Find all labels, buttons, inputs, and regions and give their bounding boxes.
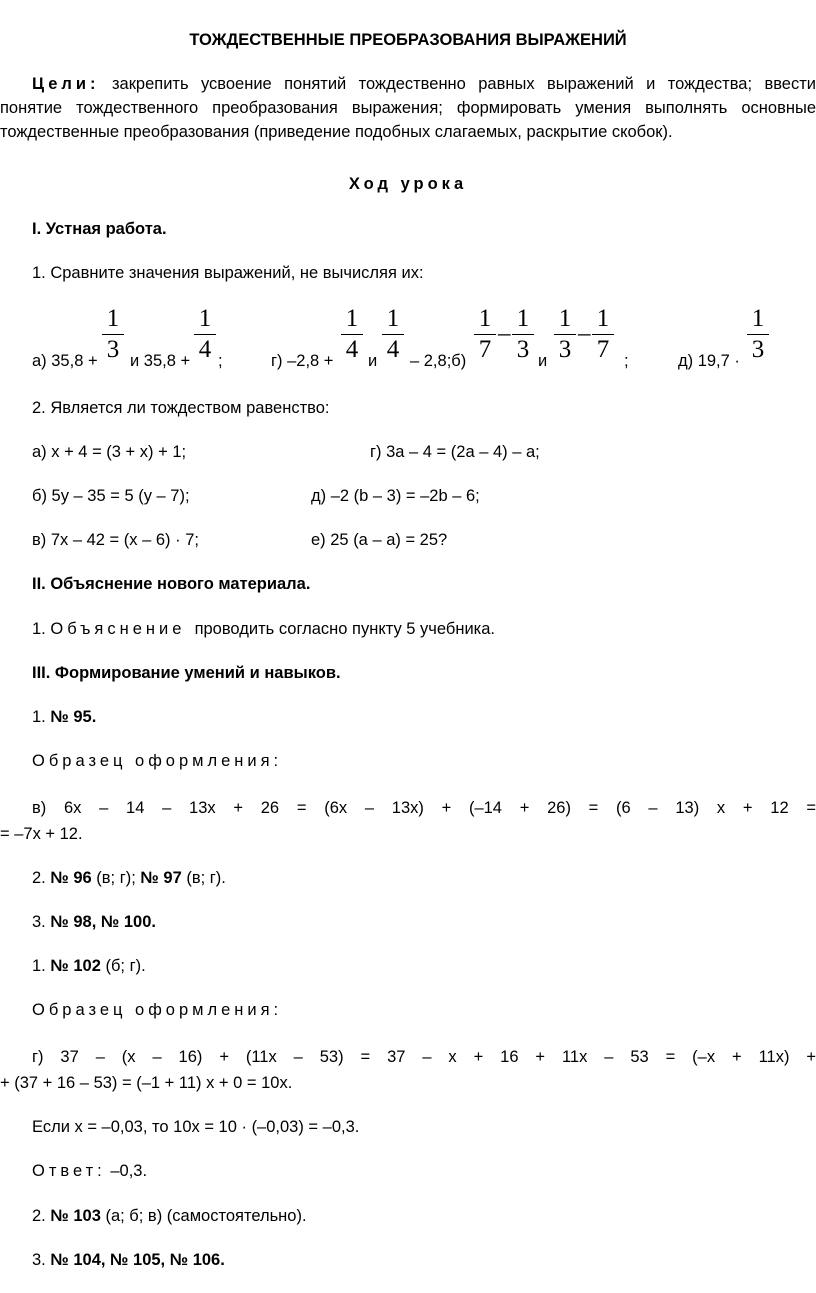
goals-paragraph <box>0 72 816 144</box>
section3-item6: 3. № 104, № 105, № 106. <box>32 1251 225 1269</box>
fraction-1-3: 1 3 <box>554 305 576 364</box>
section2-heading: II. Объяснение нового материала. <box>32 575 311 593</box>
compare-b-end: ; <box>624 352 629 370</box>
goals-line1: закрепить усвоение понятий тождественно равных выражений и тождества; ввести <box>111 75 816 93</box>
equation-e: е) 25 (a – a) = 25? <box>311 531 448 549</box>
minus-sign: – <box>498 320 511 347</box>
section3-item4: 1. № 102 (б; г). <box>32 957 146 975</box>
compare-g-end: – 2,8;б) <box>410 352 467 370</box>
compare-d-prefix: д) 19,7 · <box>678 352 740 370</box>
goals-label: Цели: <box>32 75 100 93</box>
sample-label: Образец оформления: <box>32 752 283 770</box>
compare-b-mid: и <box>538 352 548 370</box>
section1-heading: I. Устная работа. <box>32 220 167 238</box>
compare-g-prefix: г) –2,8 + <box>271 352 334 370</box>
example-v: в) 6x – 14 – 13x + 26 = (6x – 13x) + (–14 + 26) = (6 – 13) x + 12 = = –7x + 12. <box>0 799 816 843</box>
if-line: Если x = –0,03, то 10x = 10 · (–0,03) = –0,3. <box>32 1118 360 1136</box>
fraction-1-3: 1 3 <box>512 305 534 364</box>
goals-line2: понятие тождественного преобразования выражения; формировать умения выполнять основные <box>0 99 816 117</box>
task1-text: 1. Сравните значения выражений, не вычисляя их: <box>32 264 424 282</box>
minus-sign: – <box>578 320 591 347</box>
fraction-1-7: 1 7 <box>592 305 614 364</box>
answer-label: Ответ: <box>32 1162 106 1180</box>
equation-b: б) 5y – 35 = 5 (y – 7); <box>32 487 190 505</box>
section3-item5: 2. № 103 (а; б; в) (самостоятельно). <box>32 1207 307 1225</box>
lesson-heading: Ход урока <box>348 175 468 193</box>
example-g: г) 37 – (x – 16) + (11x – 53) = 37 – x + 16 + 11x – 53 = (–x + 11x) + + (37 + 16 – 53) = (–1 + 11) x + 0 = 10x. <box>0 1048 816 1092</box>
answer-line: Ответ: –0,3. <box>32 1162 148 1180</box>
equation-g: г) 3a – 4 = (2a – 4) – a; <box>370 443 540 461</box>
compare-a-prefix: а) 35,8 + <box>32 352 98 370</box>
section3-item2: 2. № 96 (в; г); № 97 (в; г). <box>32 869 226 887</box>
section3-item3: 3. № 98, № 100. <box>32 913 156 931</box>
task2-text: 2. Является ли тождеством равенство: <box>32 399 330 417</box>
compare-g-mid: и <box>368 352 378 370</box>
fraction-1-3: 1 3 <box>102 305 124 364</box>
equation-a: а) x + 4 = (3 + x) + 1; <box>32 443 187 461</box>
equation-v: в) 7x – 42 = (x – 6) · 7; <box>32 531 199 549</box>
fraction-1-7: 1 7 <box>474 305 496 364</box>
compare-a-mid: и 35,8 + <box>130 352 191 370</box>
sample-label-2: Образец оформления: <box>32 1001 283 1019</box>
fraction-1-4: 1 4 <box>382 305 404 364</box>
section3-item1: 1. № 95. <box>32 708 97 726</box>
section3-heading: III. Формирование умений и навыков. <box>32 664 341 682</box>
section2-item1: 1. Объяснение проводить согласно пункту 5 учебника. <box>32 620 496 638</box>
explanation-label: Объяснение <box>50 620 186 638</box>
fraction-1-4: 1 4 <box>194 305 216 364</box>
equation-d: д) –2 (b – 3) = –2b – 6; <box>311 487 480 505</box>
goals-line3: тождественные преобразования (приведение подобных слагаемых, раскрытие скобок). <box>0 123 673 141</box>
fraction-1-3: 1 3 <box>747 305 769 364</box>
fraction-1-4: 1 4 <box>341 305 363 364</box>
compare-a-end: ; <box>218 352 223 370</box>
page-title: ТОЖДЕСТВЕННЫЕ ПРЕОБРАЗОВАНИЯ ВЫРАЖЕНИЙ <box>189 31 627 49</box>
